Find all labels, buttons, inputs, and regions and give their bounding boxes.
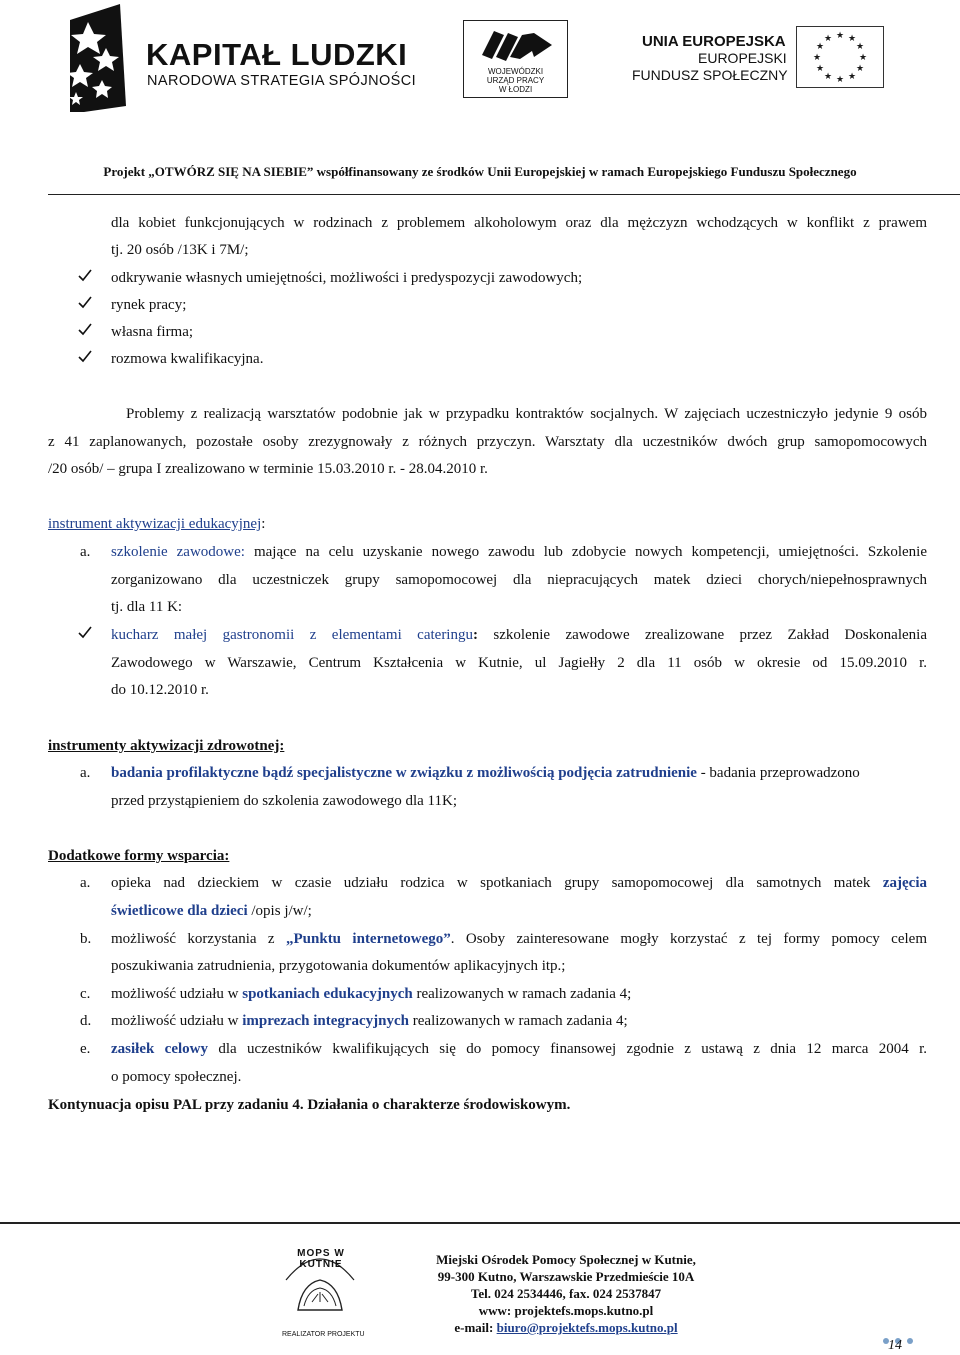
opieka-text: opieka nad dzieckiem w czasie udziału rodzica w spotkaniach grupy samopomocowej dla samotnych matek <box>111 875 883 891</box>
page-number: 14 <box>888 1338 902 1353</box>
imprezy-line <box>111 1012 628 1030</box>
punkt-line-2: poszukiwania zatrudnienia, przygotowania dokumentów aplikacyjnych itp.; <box>111 958 566 974</box>
bullet-item: rozmowa kwalifikacyjna. <box>111 351 264 367</box>
badania-line-2: przed przystąpieniem do szkolenia zawodowego dla 11K; <box>111 793 457 809</box>
badania-text: - badania przeprowadzono <box>696 765 860 781</box>
heading-edukacyjnej <box>48 515 265 533</box>
eu-line2: EUROPEJSKI <box>698 50 787 66</box>
heading-zdrowotnej: instrumenty aktywizacji zdrowotnej: <box>48 738 285 754</box>
list-marker: b. <box>80 931 92 947</box>
header <box>0 0 960 200</box>
closing-line: Kontynuacja opisu PAL przy zadaniu 4. Działania o charakterze środowiskowym. <box>48 1097 571 1113</box>
paragraph-2-line-3: /20 osób/ – grupa I zrealizowano w terminie 15.03.2010 r. - 28.04.2010 r. <box>48 461 488 477</box>
badania-label: badania profilaktyczne bądź specjalistyczne w związku z możliwością podjęcia zatrudnienie <box>111 765 697 781</box>
checkmark-icon <box>78 349 92 363</box>
kapital-ludzki-emblem-icon <box>62 2 132 112</box>
checkmark-icon <box>78 625 92 639</box>
kapital-ludzki-subtitle: NARODOWA STRATEGIA SPÓJNOŚCI <box>147 73 417 89</box>
wup-line2: URZĄD PRACY <box>486 76 545 85</box>
szkolenie-line-3: tj. dla 11 K: <box>111 599 183 615</box>
wup-arrow-icon <box>472 25 560 65</box>
footer-line1: Miejski Ośrodek Pomocy Społecznej w Kutnie, <box>436 1252 696 1267</box>
punkt-line-1 <box>111 930 927 948</box>
heading-edukacyjnej-text: instrument aktywizacji edukacyjnej <box>48 516 262 532</box>
kucharz-colon: : <box>472 627 478 643</box>
zasilek-text: dla uczestników kwalifikujących się do pomocy finansowej zgodnie z ustawą z dnia 12 marca 2004 r. <box>208 1041 927 1057</box>
footer-line4: www: projektefs.mops.kutno.pl <box>478 1303 654 1318</box>
list-marker: c. <box>80 986 91 1002</box>
email-label: e-mail: <box>454 1320 497 1335</box>
paragraph-2-line-2: z 41 zaplanowanych, pozostałe osoby zrezygnowały z różnych przyczyn. Warsztaty dla uczestników dwóch grup samopomocowych <box>48 434 927 450</box>
list-marker: e. <box>80 1041 91 1057</box>
punkt-text2: . Osoby zainteresowane mogły korzystać z tej formy pomocy celem <box>450 931 927 947</box>
zasilek-line-1 <box>111 1040 927 1058</box>
szkolenie-text: mające na celu uzyskanie nowego zawodu lub zdobycie nowych kompetencji, umiejętności. Szkolenie <box>244 544 928 560</box>
spotkania-text1: możliwość udziału w <box>111 986 243 1002</box>
zasilek-line-2: o pomocy społecznej. <box>111 1069 242 1085</box>
list-marker: a. <box>80 765 91 781</box>
wup-logo <box>463 20 568 98</box>
punkt-text1: możliwość korzystania z <box>111 931 286 947</box>
mops-logo <box>272 1240 368 1330</box>
szkolenie-line-2: zorganizowano dla uczestniczek grupy samopomocowej dla niepracujących matek dzieci chorych/niepełnosprawnych <box>111 572 927 588</box>
bullet-item: rynek pracy; <box>111 297 187 313</box>
list-marker: a. <box>80 544 91 560</box>
szkolenie-zawodowe-label: szkolenie zawodowe: <box>111 544 245 560</box>
list-marker: d. <box>80 1013 92 1029</box>
heading-dodatkowe: Dodatkowe formy wsparcia: <box>48 848 230 864</box>
kucharz-line-2: Zawodowego w Warszawie, Centrum Kształcenia w Kutnie, ul Jagiełły 2 dla 11 osób w okresie od 15.09.2010 r. <box>111 655 927 671</box>
swietlicowe-label: świetlicowe dla dzieci <box>111 903 248 919</box>
imprezy-text1: możliwość udziału w <box>111 1013 243 1029</box>
kucharz-text: szkolenie zawodowe zrealizowane przez Zakład Doskonalenia <box>477 627 927 643</box>
eu-flag: ★ ★ ★ ★ ★ ★ ★ ★ ★ ★ ★ ★ <box>796 26 884 88</box>
zajecia-label: zajęcia <box>882 875 927 891</box>
imprezy-text2: realizowanych w ramach zadania 4; <box>409 1013 628 1029</box>
kucharz-label: kucharz małej gastronomii z elementami cateringu <box>111 627 473 643</box>
checkmark-icon <box>78 295 92 309</box>
kapital-ludzki-logo <box>62 2 132 112</box>
email-link[interactable]: biuro@projektefs.mops.kutno.pl <box>496 1320 678 1335</box>
eu-title: UNIA EUROPEJSKA <box>642 33 786 50</box>
paragraph-2-line-1: Problemy z realizacją warsztatów podobnie jak w przypadku kontraktów socjalnych. W zajęciach uczestniczyło jedynie 9 osób <box>126 406 927 422</box>
imprezy-label: imprezach integracyjnych <box>242 1013 410 1029</box>
project-line: Projekt „OTWÓRZ SIĘ NA SIEBIE” współfinansowany ze środków Unii Europejskiej w ramach Europejskiego Funduszu Społecznego <box>103 164 857 179</box>
mops-logo-text: MOPS W KUTNIE <box>297 1248 345 1270</box>
zasilek-label: zasiłek celowy <box>111 1041 208 1057</box>
badania-line-1 <box>111 764 860 782</box>
kucharz-line-3: do 10.12.2010 r. <box>111 682 209 698</box>
opieka-rest: /opis j/w/; <box>247 903 312 919</box>
opieka-line-2 <box>111 902 312 920</box>
heading-colon: : <box>261 516 266 532</box>
list-marker: a. <box>80 875 91 891</box>
wup-line3: W ŁODZI <box>498 85 533 94</box>
kucharz-line-1 <box>111 626 927 644</box>
footer-line2: 99-300 Kutno, Warszawskie Przedmieście 10A <box>437 1269 695 1284</box>
szkolenie-line-1 <box>111 543 927 561</box>
checkmark-icon <box>78 268 92 282</box>
footer-email-line <box>396 1319 736 1336</box>
kapital-ludzki-title: KAPITAŁ LUDZKI <box>146 37 408 72</box>
footer-divider <box>0 1222 960 1224</box>
paragraph-1-line-2: tj. 20 osób /13K i 7M/; <box>111 242 249 258</box>
footer-address <box>396 1251 736 1336</box>
spotkania-text2: realizowanych w ramach zadania 4; <box>412 986 632 1002</box>
wup-line1: WOJEWÓDZKI <box>487 67 544 76</box>
spotkania-label: spotkaniach edukacyjnych <box>242 986 413 1002</box>
punkt-internetowego-label: „Punktu internetowego” <box>286 931 451 947</box>
checkmark-icon <box>78 322 92 336</box>
realizator-label: REALIZATOR PROJEKTU <box>282 1331 365 1338</box>
opieka-line-1 <box>111 874 927 892</box>
paragraph-1-line-1: dla kobiet funkcjonujących w rodzinach z problemem alkoholowym oraz dla mężczyzn wchodzących w konflikt z prawem <box>111 215 927 231</box>
footer-line3: Tel. 024 2534446, fax. 024 2537847 <box>470 1286 662 1301</box>
eu-line3: FUNDUSZ SPOŁECZNY <box>632 67 788 83</box>
header-divider <box>48 194 960 195</box>
spotkania-line <box>111 985 631 1003</box>
bullet-item: odkrywanie własnych umiejętności, możliwości i predyspozycji zawodowych; <box>111 270 583 286</box>
bullet-item: własna firma; <box>111 324 194 340</box>
